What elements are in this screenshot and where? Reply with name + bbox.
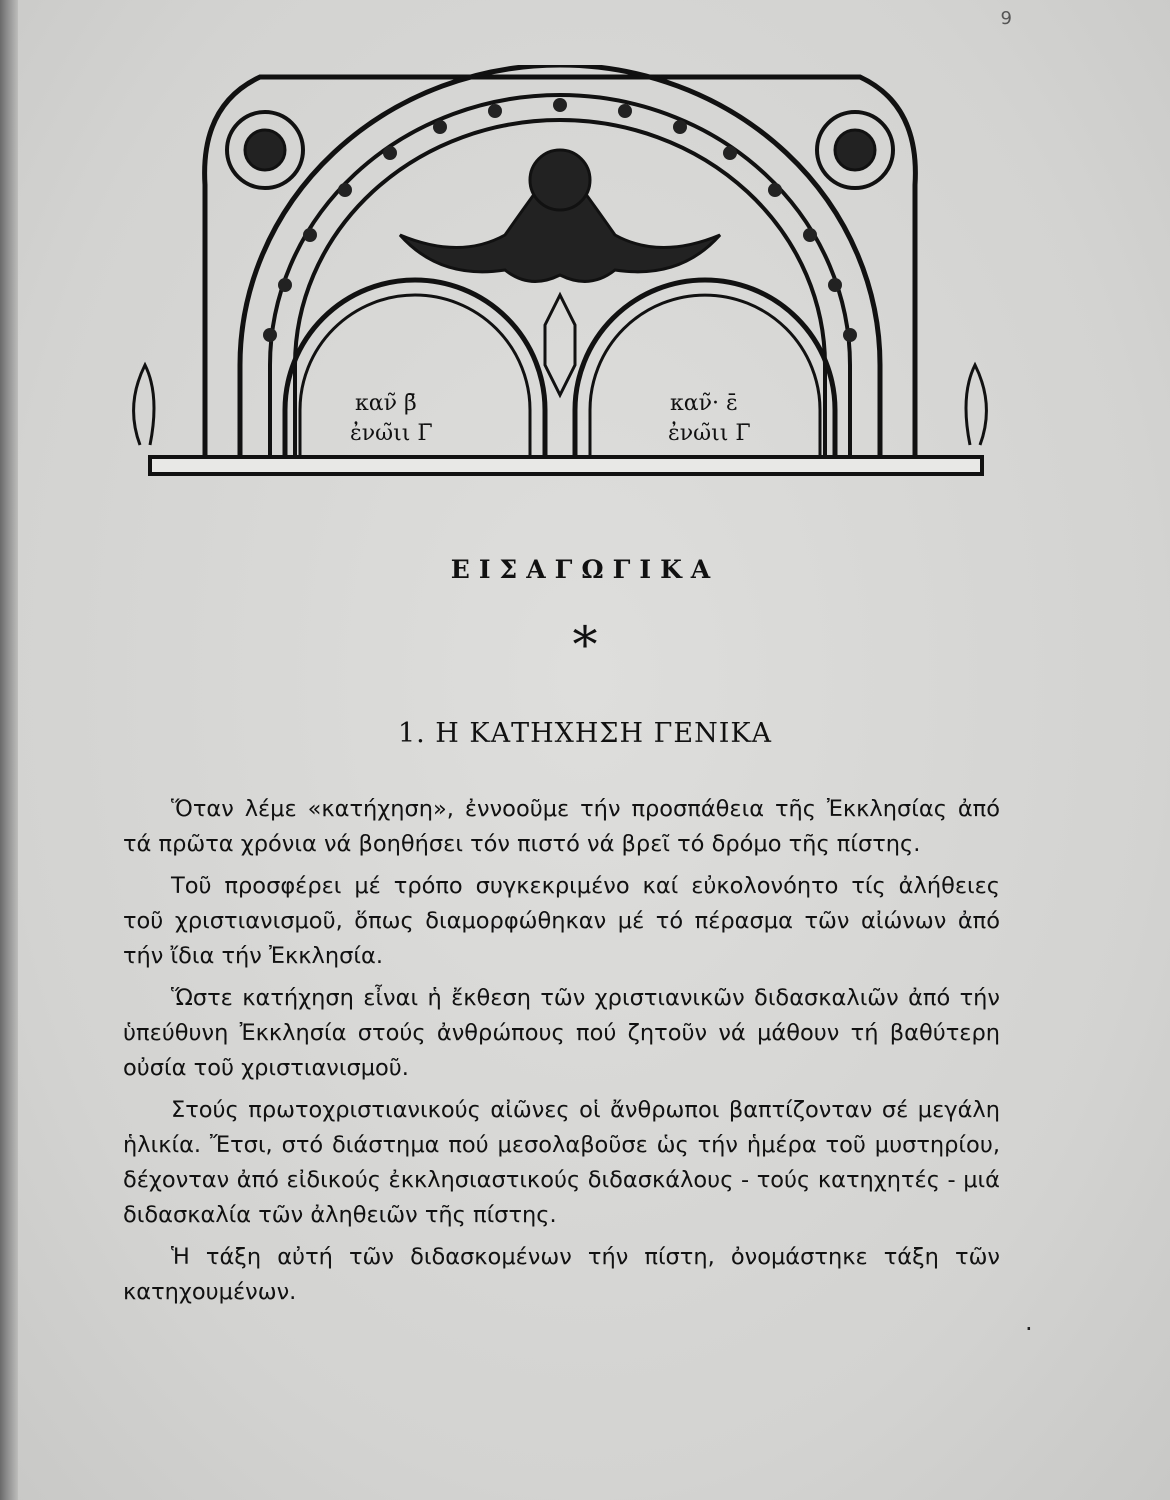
left-inscription-line1: καν̃ β̄ xyxy=(355,391,417,416)
asterisk-divider: * xyxy=(572,616,598,674)
right-inscription-line1: καν̃· ε̄ xyxy=(670,391,738,416)
paragraph: Στούς πρωτοχριστιανικούς αἰῶνες οἱ ἄνθρωποι βαπτίζονταν σέ μεγάλη ἡλικία. Ἔτσι, στό διάστημα πού μεσολαβοῦσε ὡς τήν ἡμέρα τοῦ μυστηρίου, δέχονταν ἀπό εἰδικούς ἐκκλησιαστικούς διδασκάλους - τούς κατηχητές - μιά διδασκαλία τῶν ἀληθειῶν τῆς πίστης. xyxy=(123,1097,1000,1228)
body-text xyxy=(123,792,1000,1317)
byzantine-arch-ornament xyxy=(120,65,1000,485)
paragraph: Τοῦ προσφέρει μέ τρόπο συγκεκριμένο καί εὐκολονόητο τίς ἀλήθειες τοῦ χριστιανισμοῦ, ὅπως διαμορφώθηκαν μέ τό πέρασμα τῶν αἰώνων ἀπό τήν ἴδια τήν Ἐκκλησία. xyxy=(123,873,1000,969)
stray-mark: . xyxy=(1025,1308,1033,1336)
paragraph: Ὥστε κατήχηση εἶναι ἡ ἔκθεση τῶν χριστιανικῶν διδασκαλιῶν ἀπό τήν ὑπεύθυνη Ἐκκλησία στούς ἀνθρώπους πού ζητοῦν νά μάθουν τή βαθύτερη οὐσία τοῦ χριστιανισμοῦ. xyxy=(123,985,1000,1081)
paragraph: Ὅταν λέμε «κατήχηση», ἐννοοῦμε τήν προσπάθεια τῆς Ἐκκλησίας ἀπό τά πρῶτα χρόνια νά βοηθήσει τόν πιστό νά βρεῖ τό δρόμο τῆς πίστης. xyxy=(123,796,1000,857)
paragraph: Ἡ τάξη αὐτή τῶν διδασκομένων τήν πίστη, ὀνομάστηκε τάξη τῶν κατηχουμένων. xyxy=(123,1244,1000,1305)
section-heading: ΕΙΣΑΓΩΓΙΚΑ xyxy=(450,555,720,584)
chapter-title: 1. Η ΚΑΤΗΧΗΣΗ ΓΕΝΙΚΑ xyxy=(397,718,773,749)
binding-edge xyxy=(0,0,18,1500)
right-inscription-line2: ἐνω̃ιι Γ̄ xyxy=(668,421,751,446)
page-number: 9 xyxy=(1000,8,1012,29)
left-inscription-line2: ἐνω̃ιι Γ̄ xyxy=(350,421,433,446)
